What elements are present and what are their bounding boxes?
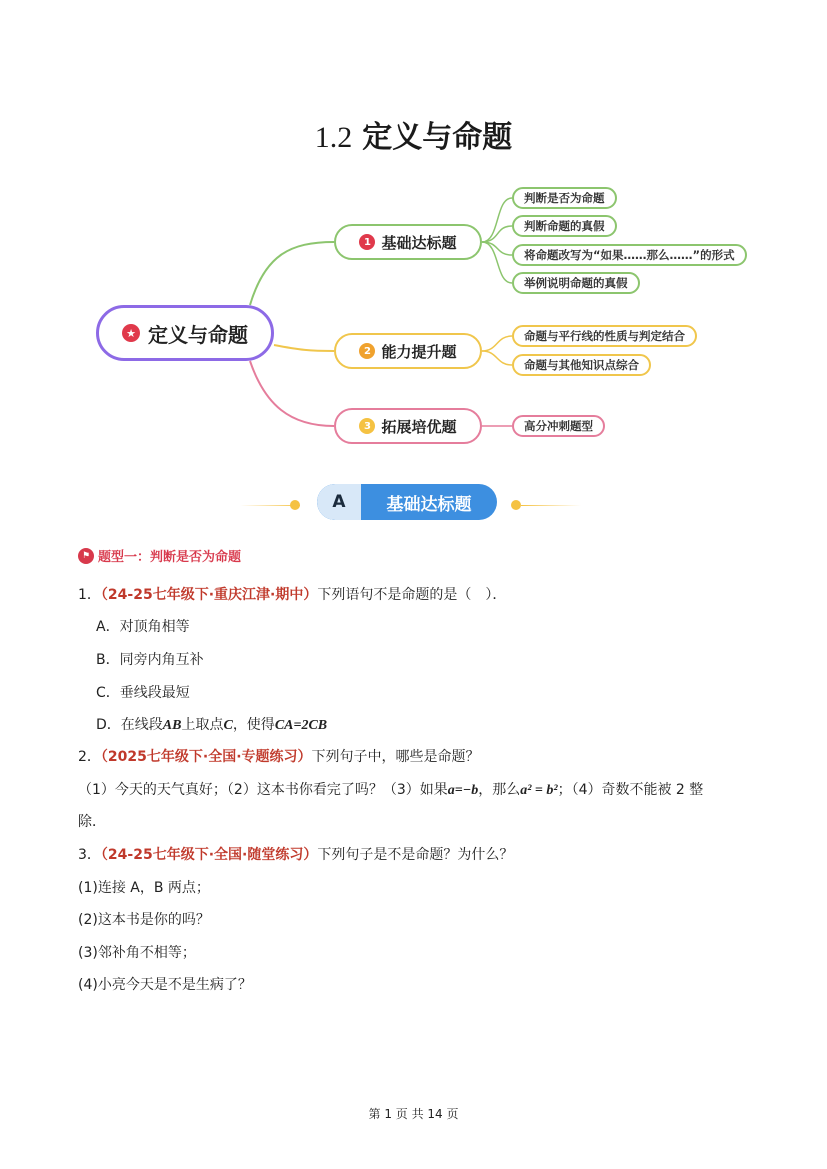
section-dot-icon bbox=[290, 500, 300, 510]
question-1 bbox=[78, 584, 506, 604]
question-text: ；（4）奇数不能被 2 整 bbox=[557, 782, 704, 798]
number-badge-icon: 2 bbox=[359, 343, 375, 359]
mindmap-branch-advanced bbox=[334, 333, 482, 369]
section-header bbox=[317, 484, 497, 520]
math-ab: AB bbox=[162, 718, 182, 733]
question-number: 1． bbox=[78, 587, 101, 603]
question-stem: 下列语句不是命题的是（ ）． bbox=[317, 587, 507, 603]
mindmap-branch-basic bbox=[334, 224, 482, 260]
option-b: B．同旁内角互补 bbox=[96, 652, 204, 668]
question-2 bbox=[78, 746, 480, 766]
question-3-item: (3)邻补角不相等； bbox=[78, 945, 196, 961]
option-d-text: ，使得 bbox=[232, 717, 275, 733]
question-source: （24-25七年级下·全国·随堂练习） bbox=[100, 847, 318, 863]
option-d-text: D．在线段 bbox=[96, 717, 163, 733]
title-number: 1.2 bbox=[314, 121, 353, 154]
math-equation: CA=2CB bbox=[274, 718, 328, 733]
mindmap-leaf: 高分冲刺题型 bbox=[512, 415, 605, 437]
star-icon: ★ bbox=[122, 324, 140, 342]
mindmap-root-label: 定义与命题 bbox=[148, 322, 248, 347]
section-letter: A bbox=[317, 484, 361, 520]
mindmap-leaf: 判断命题的真假 bbox=[512, 215, 617, 237]
mindmap-leaf: 判断是否为命题 bbox=[512, 187, 617, 209]
branch-label: 能力提升题 bbox=[381, 342, 457, 361]
question-source: （24-25七年级下·重庆江津·期中） bbox=[100, 587, 318, 603]
number-badge-icon: 3 bbox=[359, 418, 375, 434]
question-3 bbox=[78, 844, 513, 864]
mindmap-leaf: 命题与其他知识点综合 bbox=[512, 354, 651, 376]
question-2-body-cont: 除． bbox=[78, 814, 106, 830]
mindmap-branch-extension bbox=[334, 408, 482, 444]
question-stem: 下列句子是不是命题？为什么？ bbox=[317, 847, 514, 863]
option-c: C．垂线段最短 bbox=[96, 685, 190, 701]
question-source: （2025七年级下·全国·专题练习） bbox=[100, 749, 312, 765]
question-number: 2． bbox=[78, 749, 101, 765]
section-dot-icon bbox=[511, 500, 521, 510]
option-d-text: 上取点 bbox=[181, 717, 224, 733]
title-text: 定义与命题 bbox=[362, 120, 513, 155]
math-equation: a² = b² bbox=[520, 783, 558, 798]
question-type-heading bbox=[78, 546, 241, 565]
number-badge-icon: 1 bbox=[359, 234, 375, 250]
flag-icon: ⚑ bbox=[78, 548, 94, 564]
section-label: 基础达标题 bbox=[386, 494, 472, 515]
page-title bbox=[0, 112, 827, 156]
mindmap-leaf: 举例说明命题的真假 bbox=[512, 272, 640, 294]
mindmap-leaf: 命题与平行线的性质与判定结合 bbox=[512, 325, 697, 347]
question-type-label: 题型一：判断是否为命题 bbox=[98, 550, 242, 565]
math-c: C bbox=[223, 718, 233, 733]
page-footer: 第 1 页 共 14 页 bbox=[368, 1107, 459, 1121]
question-3-item: (4)小亮今天是不是生病了？ bbox=[78, 977, 252, 993]
option-d bbox=[96, 714, 327, 734]
question-text: （1）今天的天气真好；（2）这本书你看完了吗？（3）如果 bbox=[78, 782, 448, 798]
option-a: A．对顶角相等 bbox=[96, 619, 190, 635]
branch-label: 基础达标题 bbox=[381, 233, 457, 252]
mindmap-root bbox=[96, 305, 274, 361]
branch-label: 拓展培优题 bbox=[381, 417, 457, 436]
question-text: ，那么 bbox=[478, 782, 521, 798]
question-2-body bbox=[78, 779, 703, 799]
question-number: 3． bbox=[78, 847, 101, 863]
mindmap-leaf: 将命题改写为“如果……那么……”的形式 bbox=[512, 244, 747, 266]
question-3-item: (1)连接 A，B 两点； bbox=[78, 880, 210, 896]
question-3-item: (2)这本书是你的吗？ bbox=[78, 912, 210, 928]
section-divider-right bbox=[521, 505, 581, 506]
math-equation: a=−b bbox=[447, 783, 479, 798]
question-stem: 下列句子中，哪些是命题？ bbox=[311, 749, 480, 765]
